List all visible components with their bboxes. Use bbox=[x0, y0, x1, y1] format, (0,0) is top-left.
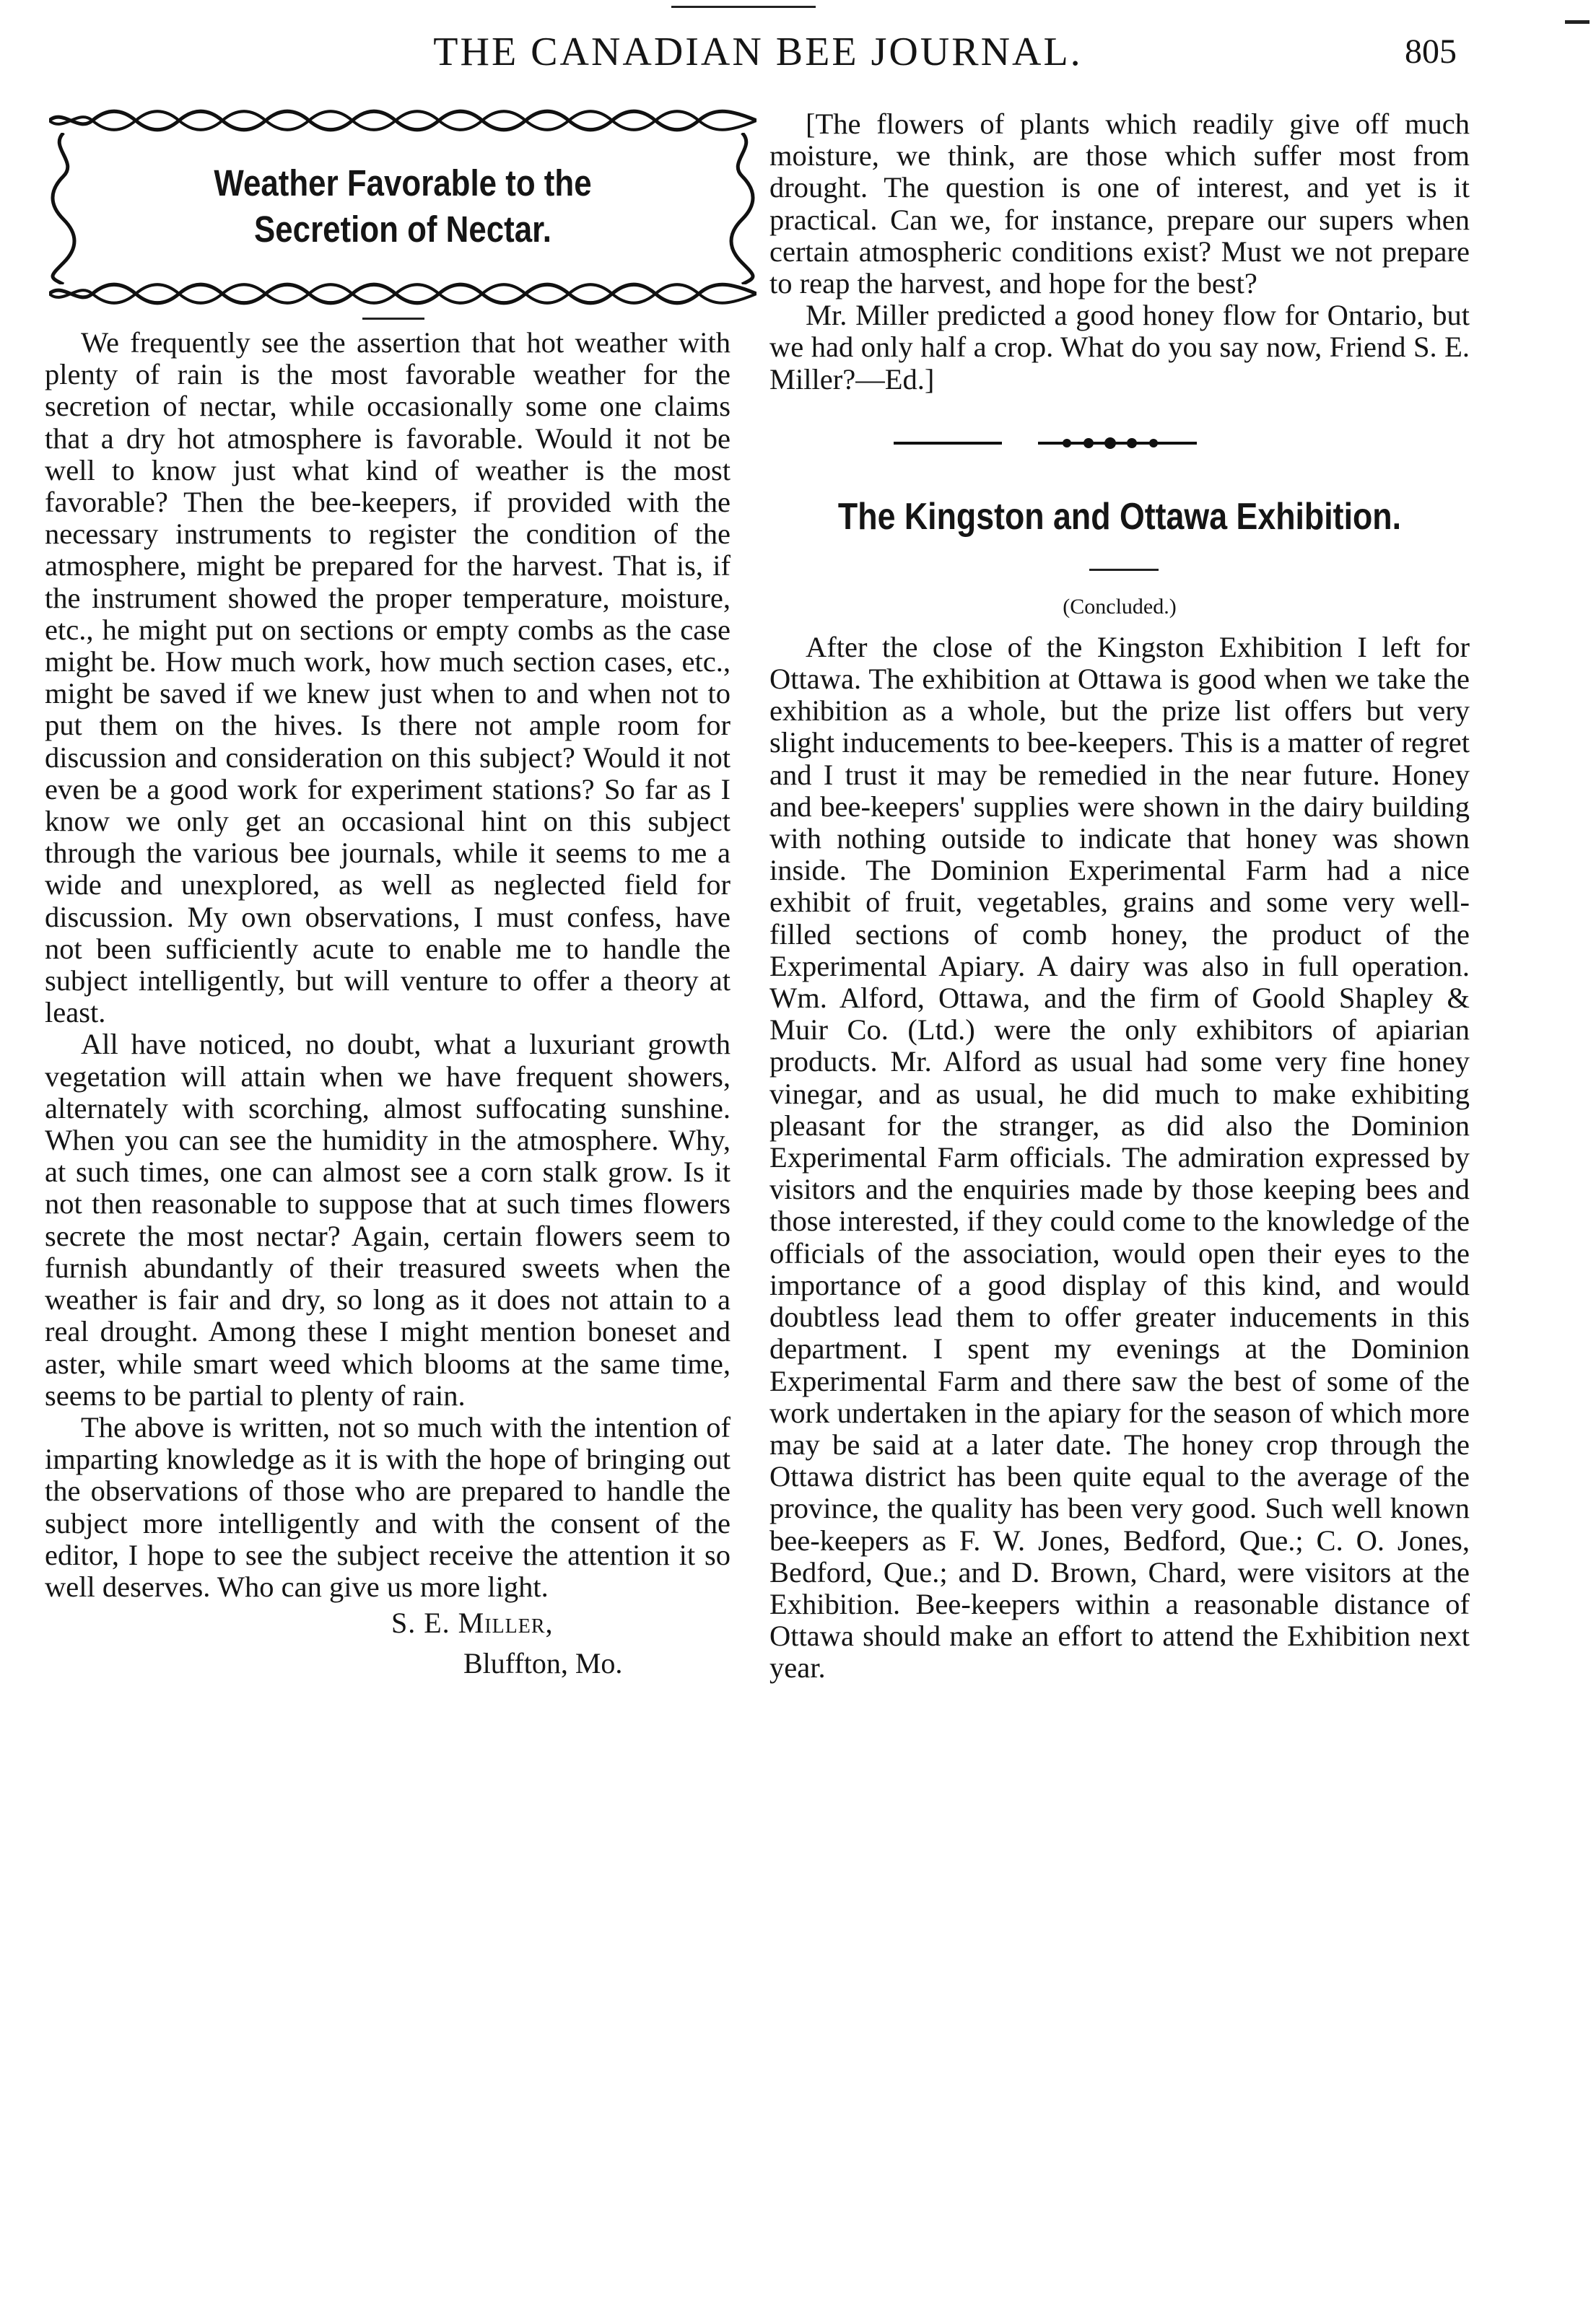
ornament-divider bbox=[894, 434, 1327, 452]
ornament-border-top bbox=[49, 108, 756, 133]
right-column bbox=[769, 108, 1470, 2273]
ornament-border-bottom bbox=[49, 281, 756, 306]
title-rule bbox=[362, 318, 424, 320]
journal-title: THE CANADIAN BEE JOURNAL. bbox=[433, 30, 1083, 74]
signature-name: S. E. Miller, bbox=[391, 1607, 554, 1640]
weather-paragraph-2: All have noticed, no doubt, what a luxuriant growth vegetation will attain when we have frequent showers, alternately with scorching, almost suffocating sunshine. When you can see the humidity in the atmosphere. Why, at such times, one can almost see a corn stalk grow. Is it not then reasonable to suppose that at such times flowers secrete the most nectar? Again, certain flowers seem to furnish abundantly of their treasured sweets when the weather is fair and dry, so long as it does not attain to a real drought. Among these I might mention boneset and aster, while smart weed which blooms at the same time, seems to be partial to plenty of rain. bbox=[45, 1028, 731, 1412]
signature-place: Bluffton, Mo. bbox=[463, 1647, 623, 1680]
page-number: 805 bbox=[1405, 32, 1457, 71]
title-line-1: Weather Favorable to the bbox=[214, 162, 592, 204]
ornament-border-left bbox=[49, 133, 78, 284]
section-rule bbox=[1089, 569, 1159, 571]
ornamental-title-box bbox=[49, 108, 756, 318]
article-title-weather bbox=[136, 160, 670, 253]
title-line-2: Secretion of Nectar. bbox=[254, 209, 551, 250]
top-rule bbox=[671, 6, 816, 8]
exhibition-paragraph-1: After the close of the Kingston Exhibition I left for Ottawa. The exhibition at Ottawa is good when we take the exhibition as a whole, but the prize list offers but very slight inducements to bee-keepers. This is a matter of regret and I trust it may be remedied in the near future. Honey and bee-keepers' supplies were shown in the dairy building with nothing outside to indicate that honey was shown inside. The Dominion Experimental Farm had a nice exhibit of fruit, vegetables, grains and some very well-filled sections of comb honey, the product of the Experimental Apiary. A dairy was also in full operation. Wm. Alford, Ottawa, and the firm of Goold Shapley & Muir Co. (Ltd.) were the only exhibitors of apiarian products. Mr. Alford as usual had some very fine honey vinegar, and as usual, he did much to make exhibiting pleasant for the stranger, as did also the Dominion Experimental Farm officials. The admiration expressed by visitors and the enquiries made by those keeping bees and those interested, if they could come to the knowledge of the officials of the association, would open their eyes to the importance of a good display of this kind, and would doubtless lead them to offer greater inducements in this department. I spent my evenings at the Dominion Experimental Farm and there saw the best of some of the work undertaken in the apiary for the season of which more may be said at a later date. The honey crop through the Ottawa district has been quite equal to the average of the province, the quality has been very good. Such well known bee-keepers as F. W. Jones, Bedford, Que.; C. O. Jones, Bedford, Que.; and D. Brown, Chard, were visitors at the Exhibition. Bee-keepers within a reasonable distance of Ottawa should make an effort to attend the Exhibition next year. bbox=[769, 630, 1470, 1685]
article-subtitle: (Concluded.) bbox=[1063, 594, 1177, 619]
weather-paragraph-1: We frequently see the assertion that hot weather with plenty of rain is the most favorable weather for the secretion of nectar, while occasionally some one claims that a dry hot atmosphere is favorable. Would it not be well to know just what kind of weather is the most favorable? Then the bee-keepers, if provided with the necessary instruments to register the condition of the atmosphere, might be prepared for the harvest. That is, if the instrument showed the proper temperature, moisture, etc., he might put on sections or empty combs as the case might be. How much work, how much section cases, etc., might be saved if we knew just when to and when not to put them on the hives. Is there not ample room for discussion and consideration on this subject? Would it not even be a good work for experiment stations? So far as I know we only get an occasional hint on this subject through the various bee journals, while it seems to me a wide and unexplored, as well as neglected field for discussion. My own observations, I must confess, have not been sufficiently acute to enable me to handle the subject intelligently, but will venture to offer a theory at least. bbox=[45, 326, 731, 1029]
article-title-exhibition: The Kingston and Ottawa Exhibition. bbox=[837, 495, 1402, 538]
signature bbox=[45, 1603, 731, 1684]
editor-note-paragraph-1: [The flowers of plants which readily give off much moisture, we think, are those which suffer most from drought. The question is one of interest, and yet is it practical. Can we, for instance, prepare our supers when certain atmospheric conditions exist? Must we not prepare to reap the harvest, and hope for the best? bbox=[769, 108, 1470, 300]
margin-dash bbox=[1565, 20, 1590, 24]
page-header bbox=[0, 29, 1596, 79]
weather-paragraph-3: The above is written, not so much with the intention of imparting knowledge as it is with the hope of bringing out the observations of those who are prepared to handle the subject more intelligently and with the consent of the editor, I hope to see the subject receive the attention it so well deserves. Who can give us more light. bbox=[45, 1410, 731, 1603]
editor-note-paragraph-2: Mr. Miller predicted a good honey flow for Ontario, but we had only half a crop. What do you say now, Friend S. E. Miller?—Ed.] bbox=[769, 299, 1470, 396]
ornament-border-right bbox=[728, 133, 756, 284]
left-column bbox=[45, 108, 731, 2273]
